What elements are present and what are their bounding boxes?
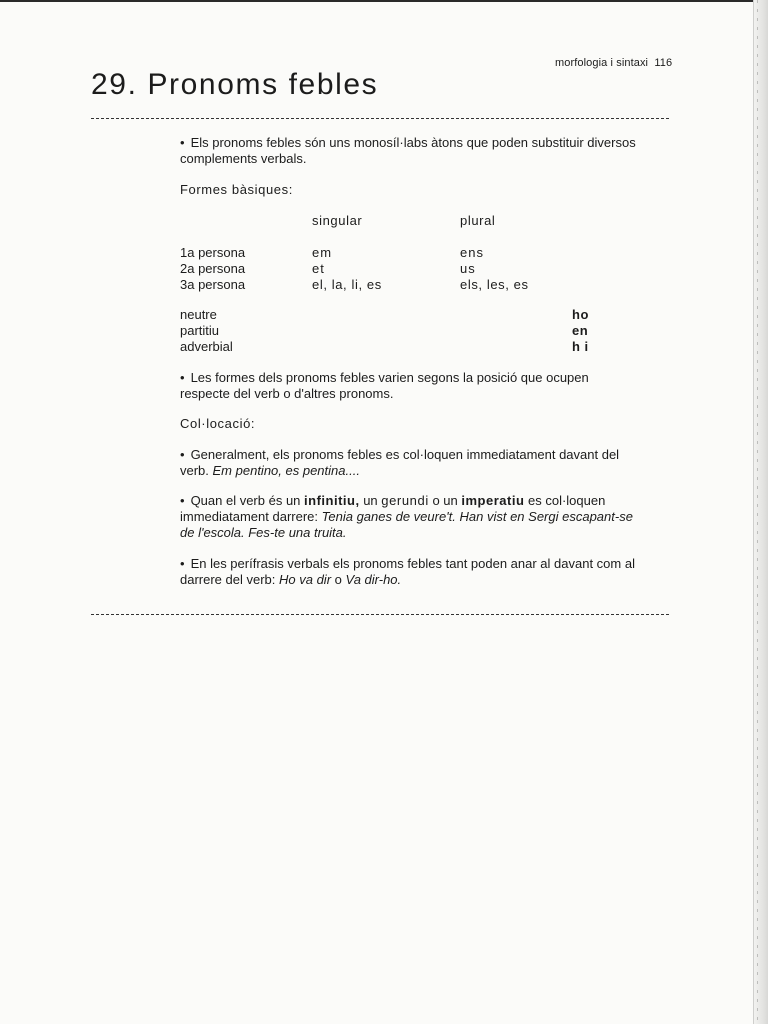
bullet3-example-1: Ho va dir: [279, 572, 332, 587]
row-singular: et: [312, 261, 325, 276]
bullet2-example: Tenia ganes de veure't. Han vist en Sergi escapant-se de l'escola. Fes-te una truita.: [180, 509, 633, 540]
posicio-paragraph: [180, 370, 640, 402]
intro-text: Els pronoms febles són uns monosíl·labs àtons que poden substituir diversos complements verbals.: [180, 135, 636, 166]
col-header-singular: singular: [312, 213, 363, 228]
formes-basiques-label: Formes bàsiques:: [180, 182, 293, 197]
page-top-edge: [0, 0, 760, 2]
row-singular: el, la, li, es: [312, 277, 382, 292]
row-singular: em: [312, 245, 333, 260]
row-plural: ens: [460, 245, 484, 260]
keyword-imperatiu: imperatiu: [461, 493, 525, 508]
keyword-infinitiu: infinitiu,: [304, 493, 360, 508]
intro-paragraph: [180, 135, 640, 167]
header-page-number: 116: [654, 57, 673, 69]
page-title: 29. Pronoms febles: [91, 68, 379, 101]
row-label: partitiu: [180, 323, 220, 338]
top-dashed-divider: [91, 118, 669, 119]
posicio-text: Les formes dels pronoms febles varien segons la posició que ocupen respecte del verb o d'altres pronoms.: [180, 370, 589, 401]
bullet3-text: En les perífrasis verbals els pronoms febles tant poden anar al davant com al darrere del verb:: [180, 556, 635, 587]
collocacio-label: Col·locació:: [180, 416, 256, 431]
bullet2-text-4: es col·loquen immediatament darrere:: [180, 493, 606, 524]
page-right-edge: [753, 0, 768, 1024]
bullet3-example-2: Va dir-ho.: [345, 572, 402, 587]
bullet2-text-1: Quan el verb és un: [190, 493, 305, 508]
row-plural: els, les, es: [460, 277, 529, 292]
bottom-dashed-divider: [91, 614, 669, 615]
bullet1-text: Generalment, els pronoms febles es col·loquen immediatament davant del verb.: [180, 447, 620, 478]
col-header-plural: plural: [460, 213, 496, 228]
row-label: neutre: [180, 307, 217, 322]
keyword-gerundi: gerundi: [381, 493, 429, 508]
row-value: ho: [572, 307, 589, 322]
row-label: 3a persona: [180, 277, 246, 292]
bullet2-text-3: o un: [428, 493, 462, 508]
header-reference: morfologia i sintaxi: [555, 57, 649, 69]
row-value: h i: [572, 339, 589, 354]
row-value: en: [572, 323, 589, 338]
bullet2-text-2: un: [359, 493, 382, 508]
row-label: adverbial: [180, 339, 233, 354]
collocacio-bullet-3: [180, 556, 640, 588]
collocacio-bullet-1: [180, 447, 640, 479]
row-label: 2a persona: [180, 261, 246, 276]
running-header: [555, 57, 672, 69]
row-plural: us: [460, 261, 476, 276]
row-label: 1a persona: [180, 245, 246, 260]
bullet3-or: o: [331, 572, 346, 587]
collocacio-bullet-2: [180, 493, 640, 541]
bullet1-example: Em pentino, es pentina....: [212, 463, 360, 478]
